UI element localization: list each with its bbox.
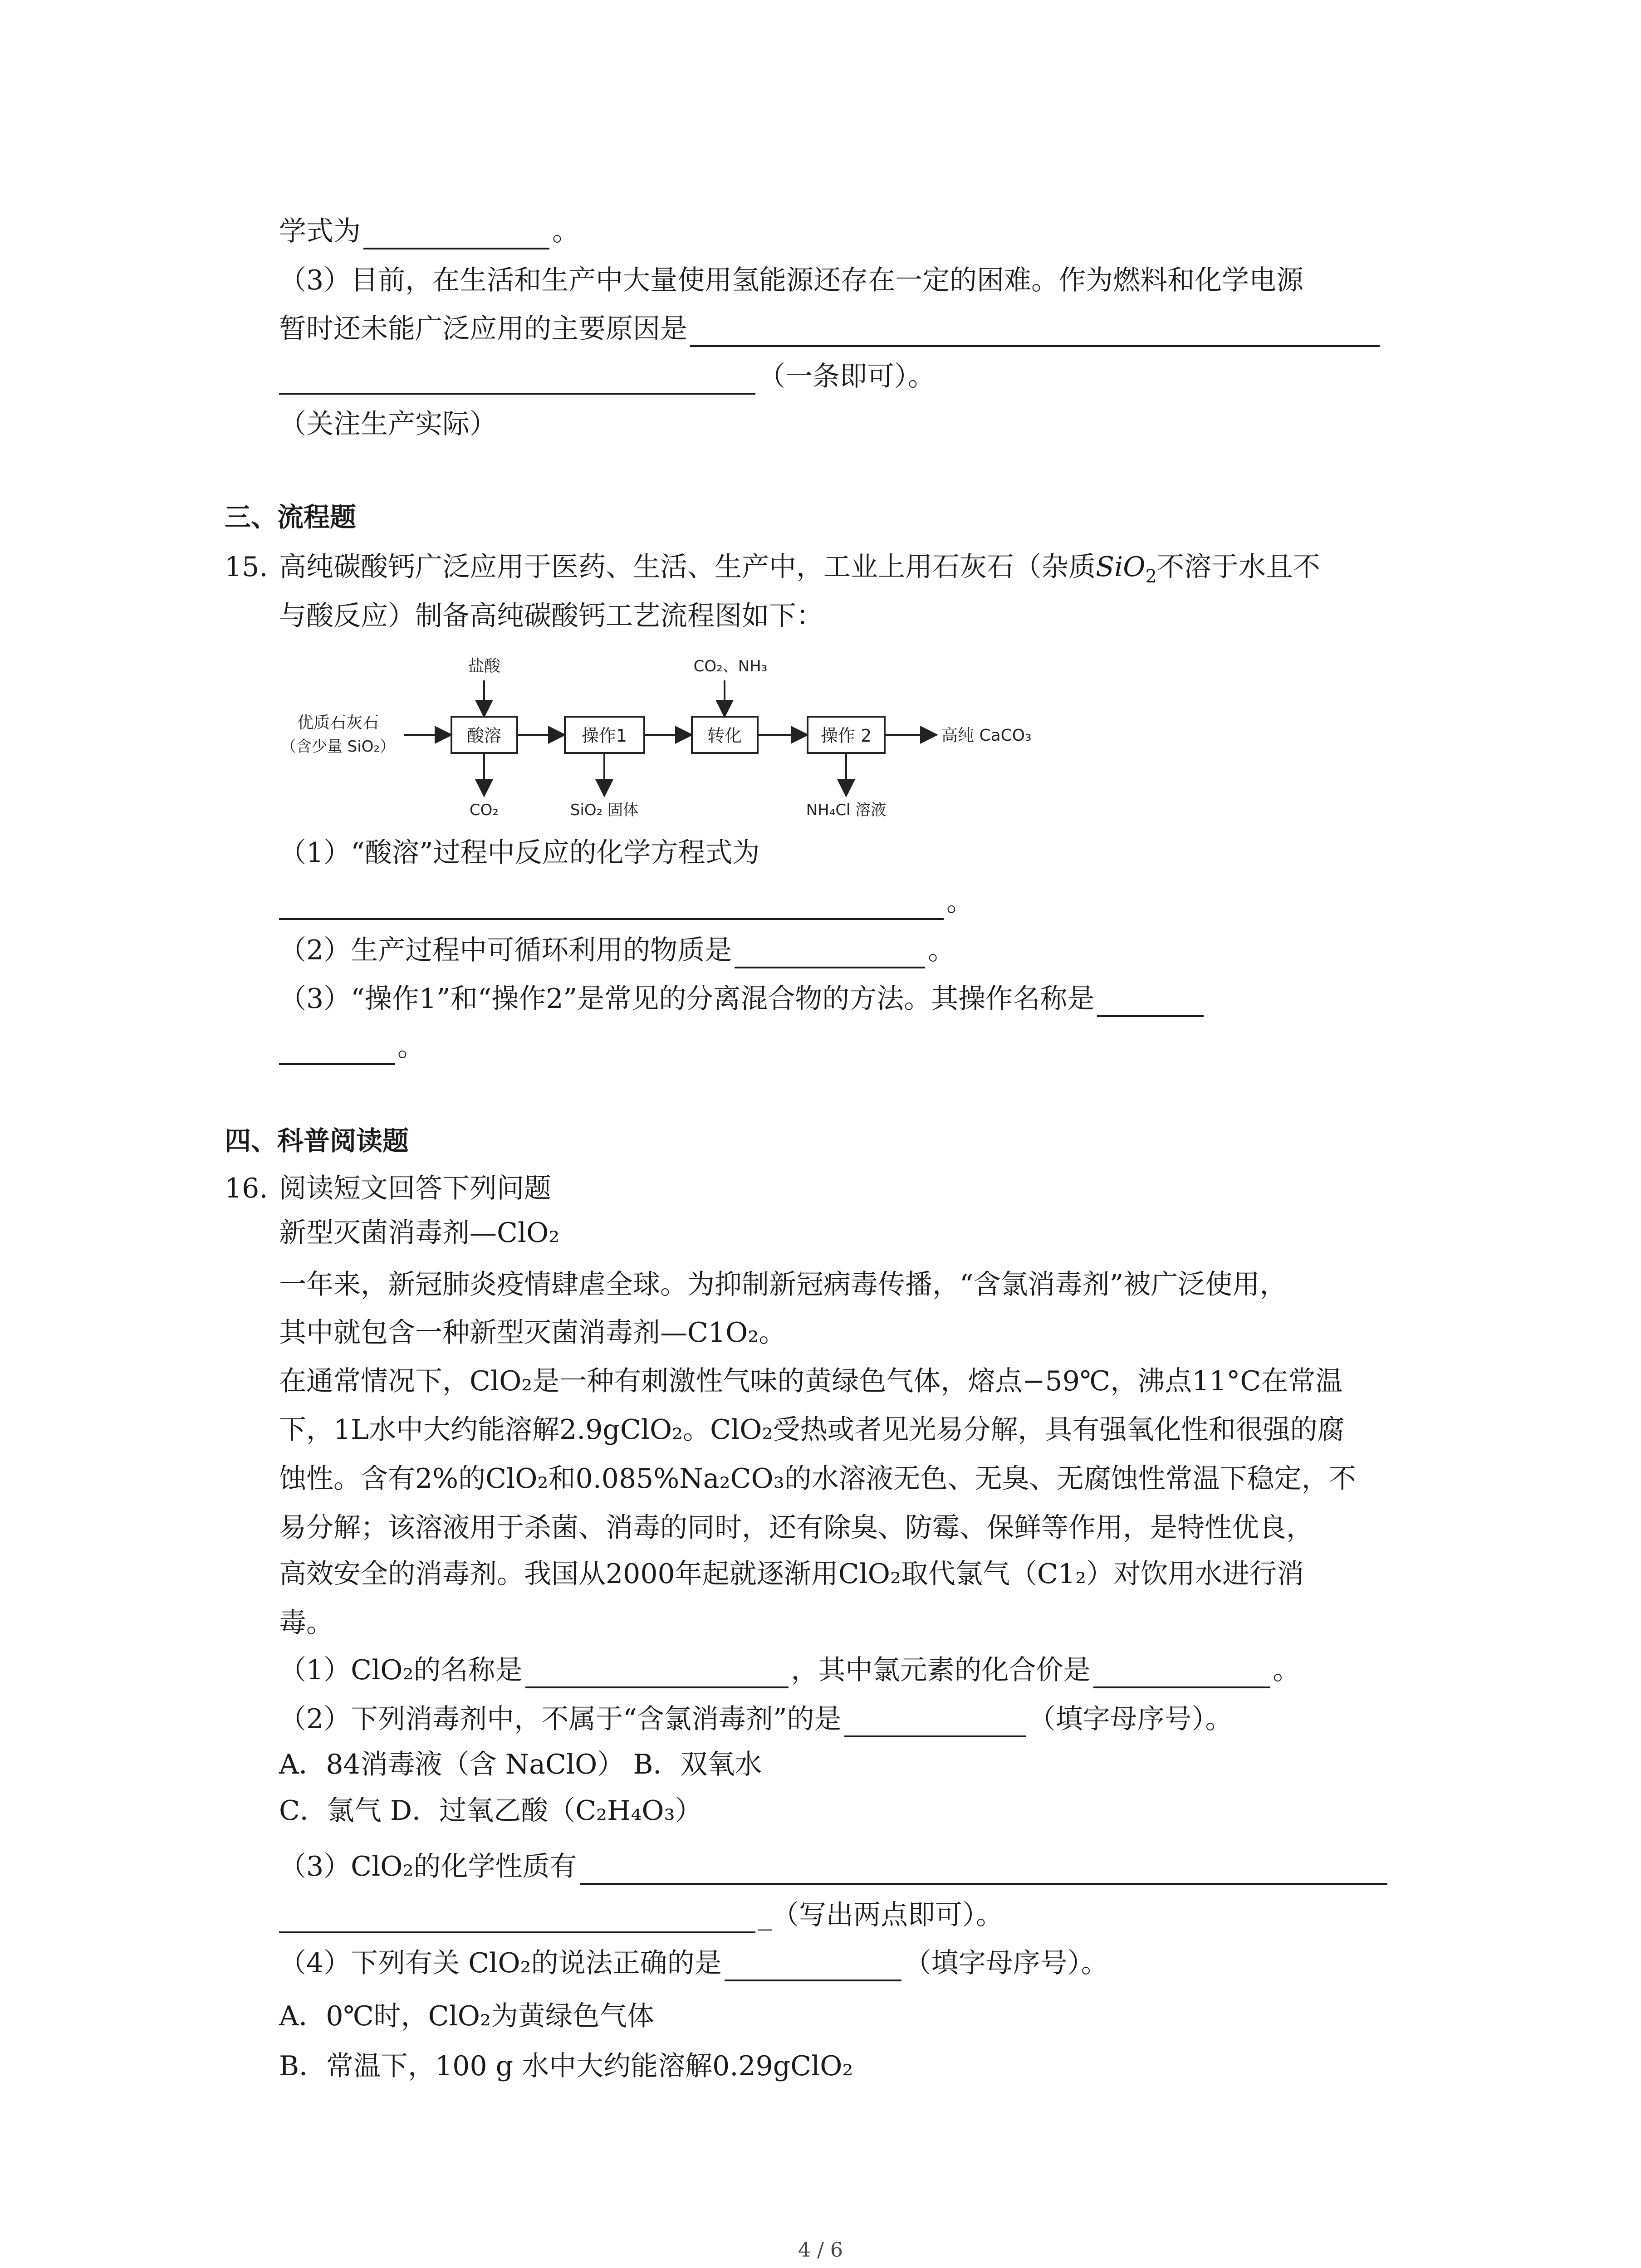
answer-blank[interactable] [279, 1035, 395, 1065]
q16-text: _（写出两点即可）。 [758, 1899, 1003, 1931]
answer-blank[interactable] [725, 1951, 901, 1981]
q16-part-4 [279, 1945, 1108, 1981]
q16-text: （填字母序号）。 [1028, 1703, 1233, 1735]
flow-bottom-label: SiO₂ 固体 [570, 801, 639, 819]
answer-blank[interactable] [1093, 1658, 1270, 1688]
flow-top-label: CO₂、NH₃ [693, 657, 768, 675]
answer-blank[interactable] [1097, 987, 1204, 1017]
q16-line: 其中就包含一种新型灭菌消毒剂—C1O₂。 [279, 1317, 786, 1349]
answer-blank[interactable] [580, 1855, 1387, 1885]
flow-top-label: 盐酸 [467, 657, 501, 675]
q16-line: 阅读短文回答下列问题 [279, 1173, 551, 1204]
q16-text: （4）下列有关 ClO₂的说法正确的是 [279, 1947, 722, 1979]
q16-text: （3）ClO₂的化学性质有 [279, 1851, 577, 1882]
q16-text: ，其中氯元素的化合价是 [791, 1654, 1091, 1686]
answer-blank[interactable] [525, 1658, 789, 1688]
answer-blank[interactable] [690, 317, 1380, 347]
q15-text: 高纯碳酸钙广泛应用于医药、生活、生产中，工业上用石灰石（杂质 [279, 551, 1096, 583]
section-title: 四、科普阅读题 [225, 1125, 409, 1156]
q14-text: 暂时还未能广泛应用的主要原因是 [279, 313, 687, 345]
q16-line: 下，1L水中大约能溶解2.9gClO₂。ClO₂受热或者见光易分解，具有强氧化性和很强的腐 [279, 1414, 1345, 1446]
q15-part-1-answer [279, 884, 974, 920]
q15-part-3-cont [279, 1029, 425, 1065]
q14-line-1 [279, 213, 579, 249]
flow-box-label: 酸溶 [466, 726, 502, 746]
question-number: 15. [225, 551, 268, 583]
q14-text: 。 [552, 215, 579, 247]
q14-note: （关注生产实际） [279, 408, 497, 440]
q14-text: （一条即可）。 [758, 361, 935, 392]
formula-subscript: 2 [1145, 566, 1157, 587]
q16-text: （2）下列消毒剂中，不属于“含氯消毒剂”的是 [279, 1703, 842, 1735]
q14-line-2: （3）目前，在生活和生产中大量使用氢能源还存在一定的困难。作为燃料和化学电源 [279, 264, 1304, 296]
q16-part-3-cont [279, 1897, 1003, 1933]
q16-part-3 [279, 1848, 1390, 1885]
q16-line: 一年来，新冠肺炎疫情肆虐全球。为抑制新冠病毒传播，“含氯消毒剂”被广泛使用， [279, 1269, 1287, 1300]
flow-output-label: 高纯 CaCO₃ [941, 726, 1032, 745]
q15-text: （2）生产过程中可循环利用的物质是 [279, 934, 732, 966]
q15-text: （3）“操作1”和“操作2”是常见的分离混合物的方法。其操作名称是 [279, 983, 1095, 1015]
q15-text: 。 [946, 886, 974, 918]
q16-line: 蚀性。含有2%的ClO₂和0.085%Na₂CO₃的水溶液无色、无臭、无腐蚀性常温下稳定，不 [279, 1463, 1356, 1495]
flow-input-note: （含少量 SiO₂） [280, 738, 396, 756]
flow-bottom-label: NH₄Cl 溶液 [806, 801, 887, 819]
q16-option-b: B．常温下，100 g 水中大约能溶解0.29gClO₂ [279, 2050, 853, 2082]
flow-input-label: 优质石灰石 [297, 714, 379, 732]
formula: SiO [1096, 551, 1146, 583]
flow-bottom-label: CO₂ [469, 801, 499, 819]
q14-line-3 [279, 311, 1382, 347]
q16-part-2 [279, 1701, 1233, 1737]
answer-blank[interactable] [363, 220, 549, 249]
question-number: 16. [225, 1173, 268, 1204]
answer-blank[interactable] [279, 365, 755, 395]
q15-text: 不溶于水且不 [1156, 551, 1320, 583]
section-title: 三、流程题 [225, 502, 357, 533]
q16-option-a: A．0℃时，ClO₂为黄绿色气体 [279, 2000, 654, 2032]
q16-text: 。 [1273, 1654, 1300, 1686]
q16-line: 毒。 [279, 1607, 333, 1639]
answer-blank[interactable] [735, 938, 925, 968]
flow-box-label: 操作1 [581, 726, 627, 746]
answer-blank[interactable] [844, 1707, 1026, 1737]
process-flow-chart [272, 651, 1071, 823]
q16-text: （1）ClO₂的名称是 [279, 1654, 523, 1686]
answer-blank[interactable] [279, 1903, 755, 1933]
page-number: 4 / 6 [798, 2239, 843, 2262]
q14-line-4 [279, 358, 935, 395]
q16-line: 易分解；该溶液用于杀菌、消毒的同时，还有除臭、防霉、保鲜等作用，是特性优良， [279, 1512, 1313, 1544]
q15-part-2 [279, 932, 955, 968]
q15-part-1: （1）“酸溶”过程中反应的化学方程式为 [279, 837, 760, 869]
q15-part-3 [279, 981, 1206, 1017]
q16-line: 高效安全的消毒剂。我国从2000年起就逐渐用ClO₂取代氯气（C1₂）对饮用水进行消 [279, 1558, 1304, 1590]
q16-options: A．84消毒液（含 NaClO） B．双氧水 [279, 1749, 762, 1780]
q16-options: C．氯气 D．过氧乙酸（C₂H₄O₃） [279, 1795, 702, 1827]
q15-line-1 [279, 549, 1320, 585]
answer-blank[interactable] [279, 890, 944, 920]
q15-line-2: 与酸反应）制备高纯碳酸钙工艺流程图如下： [279, 600, 823, 632]
q16-part-1 [279, 1652, 1300, 1688]
q15-text: 。 [397, 1031, 425, 1063]
q16-line: 在通常情况下，ClO₂是一种有刺激性气味的黄绿色气体，熔点−59℃，沸点11°C在常温 [279, 1365, 1343, 1397]
flow-box-label: 操作 2 [820, 726, 872, 746]
q14-text: 学式为 [279, 215, 361, 247]
q16-article-title: 新型灭菌消毒剂—ClO₂ [279, 1217, 560, 1249]
q16-text: （填字母序号）。 [904, 1947, 1108, 1979]
flow-box-label: 转化 [707, 726, 742, 746]
q15-text: 。 [928, 934, 955, 966]
